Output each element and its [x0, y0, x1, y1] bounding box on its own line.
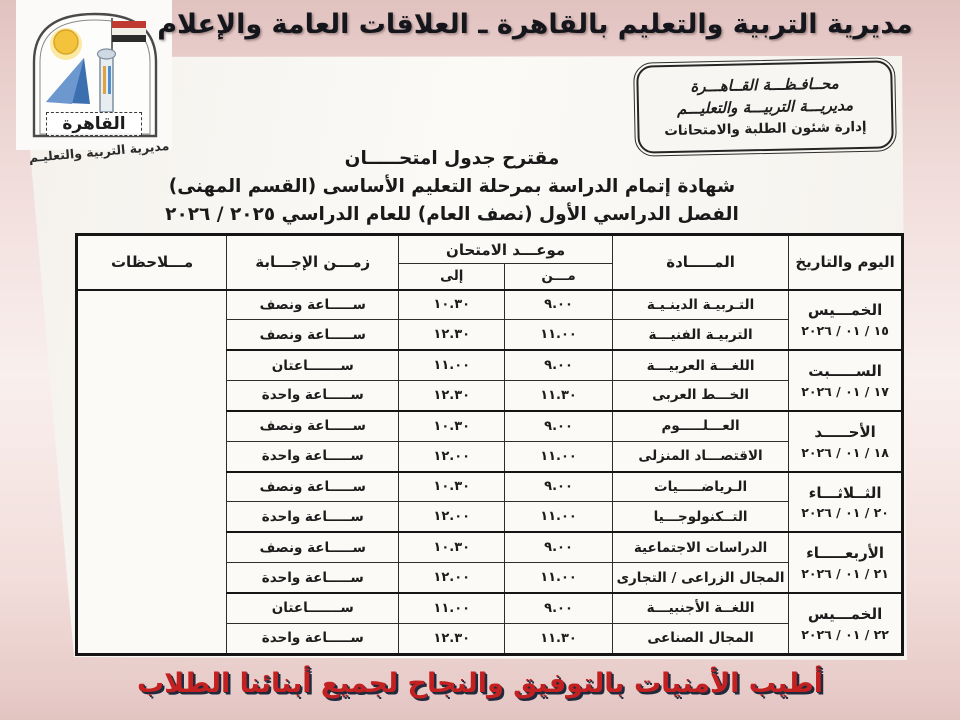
day-cell	[789, 593, 903, 655]
duration-cell: ســـــاعة ونصف	[227, 290, 399, 320]
to-cell: ١٠.٣٠	[399, 290, 505, 320]
day-cell	[789, 290, 903, 351]
duration-cell: ســـــــاعتان	[227, 593, 399, 623]
day-date: ٢٢ / ٠١ / ٢٠٢٦	[801, 626, 889, 642]
day-cell	[789, 411, 903, 472]
day-cell	[789, 472, 903, 533]
day-name: الأحـــــد	[814, 422, 876, 441]
document-title-line2: شهادة إتمام الدراسة بمرحلة التعليم الأساسى (القسم المهنى)	[168, 176, 736, 198]
day-name: الخمـــيس	[807, 605, 883, 624]
subject-cell: العـــلـــــوم	[612, 411, 788, 441]
logo-caption: مديرية التربية والتعليـم	[28, 137, 170, 166]
from-cell: ٩.٠٠	[505, 532, 613, 562]
to-cell: ١٠.٣٠	[399, 472, 505, 502]
day-cell	[789, 532, 903, 593]
duration-cell: ســـــــاعتان	[227, 350, 399, 380]
subject-cell: الـرياضـــــيات	[612, 472, 788, 502]
document-title-line1: مقترح جدول امتحـــــان	[344, 148, 560, 169]
day-name: الثــلاثـــاء	[808, 483, 882, 502]
col-header-from: مـــن	[505, 264, 613, 290]
to-cell: ١١.٠٠	[399, 350, 505, 380]
day-name: الخمـــيس	[807, 301, 883, 320]
stamp-directorate: مديريـــة التربيـــة والتعليـــم	[676, 96, 854, 118]
from-cell: ٩.٠٠	[505, 472, 613, 502]
subject-cell: اللغـــة العربيـــة	[612, 350, 788, 380]
from-cell: ١١.٠٠	[505, 441, 613, 471]
logo-city-label: القاهرة	[46, 112, 142, 136]
subject-cell: الدراسات الاجتماعية	[612, 532, 788, 562]
subject-cell: الخـــط العربى	[612, 381, 788, 411]
document-title-line3: الفصل الدراسي الأول (نصف العام) للعام الدراسي ٢٠٢٥ / ٢٠٢٦	[165, 204, 739, 226]
duration-cell: ســـــاعة واحدة	[227, 502, 399, 532]
day-date: ١٨ / ٠١ / ٢٠٢٦	[801, 444, 889, 460]
page-title: مديرية التربية والتعليم بالقاهرة ـ العلاقات العامة والإعلام	[157, 9, 913, 40]
day-date: ١٧ / ٠١ / ٢٠٢٦	[801, 383, 889, 399]
subject-cell: التربيـة الفنيـــة	[612, 320, 788, 350]
to-cell: ١٢.٠٠	[399, 502, 505, 532]
to-cell: ١٢.٠٠	[399, 441, 505, 471]
col-header-duration: زمـــن الإجـــابة	[227, 235, 399, 290]
notes-cell	[77, 290, 227, 655]
to-cell: ١٢.٣٠	[399, 381, 505, 411]
subject-cell: المجال الزراعى / التجارى	[612, 563, 788, 593]
from-cell: ٩.٠٠	[505, 290, 613, 320]
subject-cell: التـربيـة الدينـيـة	[612, 290, 788, 320]
stamp-department: إدارة شئون الطلبة والامتحانات	[664, 118, 867, 139]
from-cell: ١١.٠٠	[505, 502, 613, 532]
footer-wish-text: أطيب الأمنيات بالتوفيق والنجاح لجميع أبنائنا الطلاب	[136, 668, 824, 699]
duration-cell: ســـــاعة واحدة	[227, 623, 399, 654]
duration-cell: ســـــاعة ونصف	[227, 472, 399, 502]
from-cell: ٩.٠٠	[505, 411, 613, 441]
day-date: ١٥ / ٠١ / ٢٠٢٦	[801, 323, 889, 339]
to-cell: ١١.٠٠	[399, 593, 505, 623]
col-header-subject: المـــــادة	[612, 235, 788, 290]
duration-cell: ســـــاعة واحدة	[227, 563, 399, 593]
col-header-notes: مـــلاحظات	[77, 235, 227, 290]
duration-cell: ســـــاعة ونصف	[227, 532, 399, 562]
day-cell	[789, 350, 903, 411]
from-cell: ١١.٠٠	[505, 563, 613, 593]
to-cell: ١٢.٣٠	[399, 320, 505, 350]
from-cell: ٩.٠٠	[505, 350, 613, 380]
duration-cell: ســـــاعة ونصف	[227, 411, 399, 441]
subject-cell: اللغــة الأجنبيـــة	[612, 593, 788, 623]
subject-cell: التــكنولوجـــيا	[612, 502, 788, 532]
col-header-to: إلى	[399, 264, 505, 290]
from-cell: ١١.٣٠	[505, 623, 613, 654]
subject-cell: الاقتصـــاد المنزلى	[612, 441, 788, 471]
from-cell: ١١.٠٠	[505, 320, 613, 350]
to-cell: ١٢.٣٠	[399, 623, 505, 654]
to-cell: ١٠.٣٠	[399, 411, 505, 441]
col-header-day: اليوم والتاريخ	[789, 235, 903, 290]
to-cell: ١٢.٠٠	[399, 563, 505, 593]
day-date: ٢١ / ٠١ / ٢٠٢٦	[801, 565, 889, 581]
day-name: الأربعـــــاء	[806, 544, 885, 563]
duration-cell: ســـــاعة ونصف	[227, 320, 399, 350]
duration-cell: ســـــاعة واحدة	[227, 381, 399, 411]
to-cell: ١٠.٣٠	[399, 532, 505, 562]
day-date: ٢٠ / ٠١ / ٢٠٢٦	[801, 505, 889, 521]
duration-cell: ســـــاعة واحدة	[227, 441, 399, 471]
col-header-exam-time: موعـــد الامتحان	[399, 235, 613, 264]
exam-schedule-table	[75, 233, 904, 656]
day-name: الســـــبت	[808, 362, 882, 381]
document-title	[128, 145, 776, 229]
stamp-governorate: محــافـظـــة القــاهـــرة	[690, 74, 839, 96]
from-cell: ٩.٠٠	[505, 593, 613, 623]
administration-stamp	[636, 60, 894, 153]
subject-cell: المجال الصناعى	[612, 623, 788, 654]
from-cell: ١١.٣٠	[505, 381, 613, 411]
